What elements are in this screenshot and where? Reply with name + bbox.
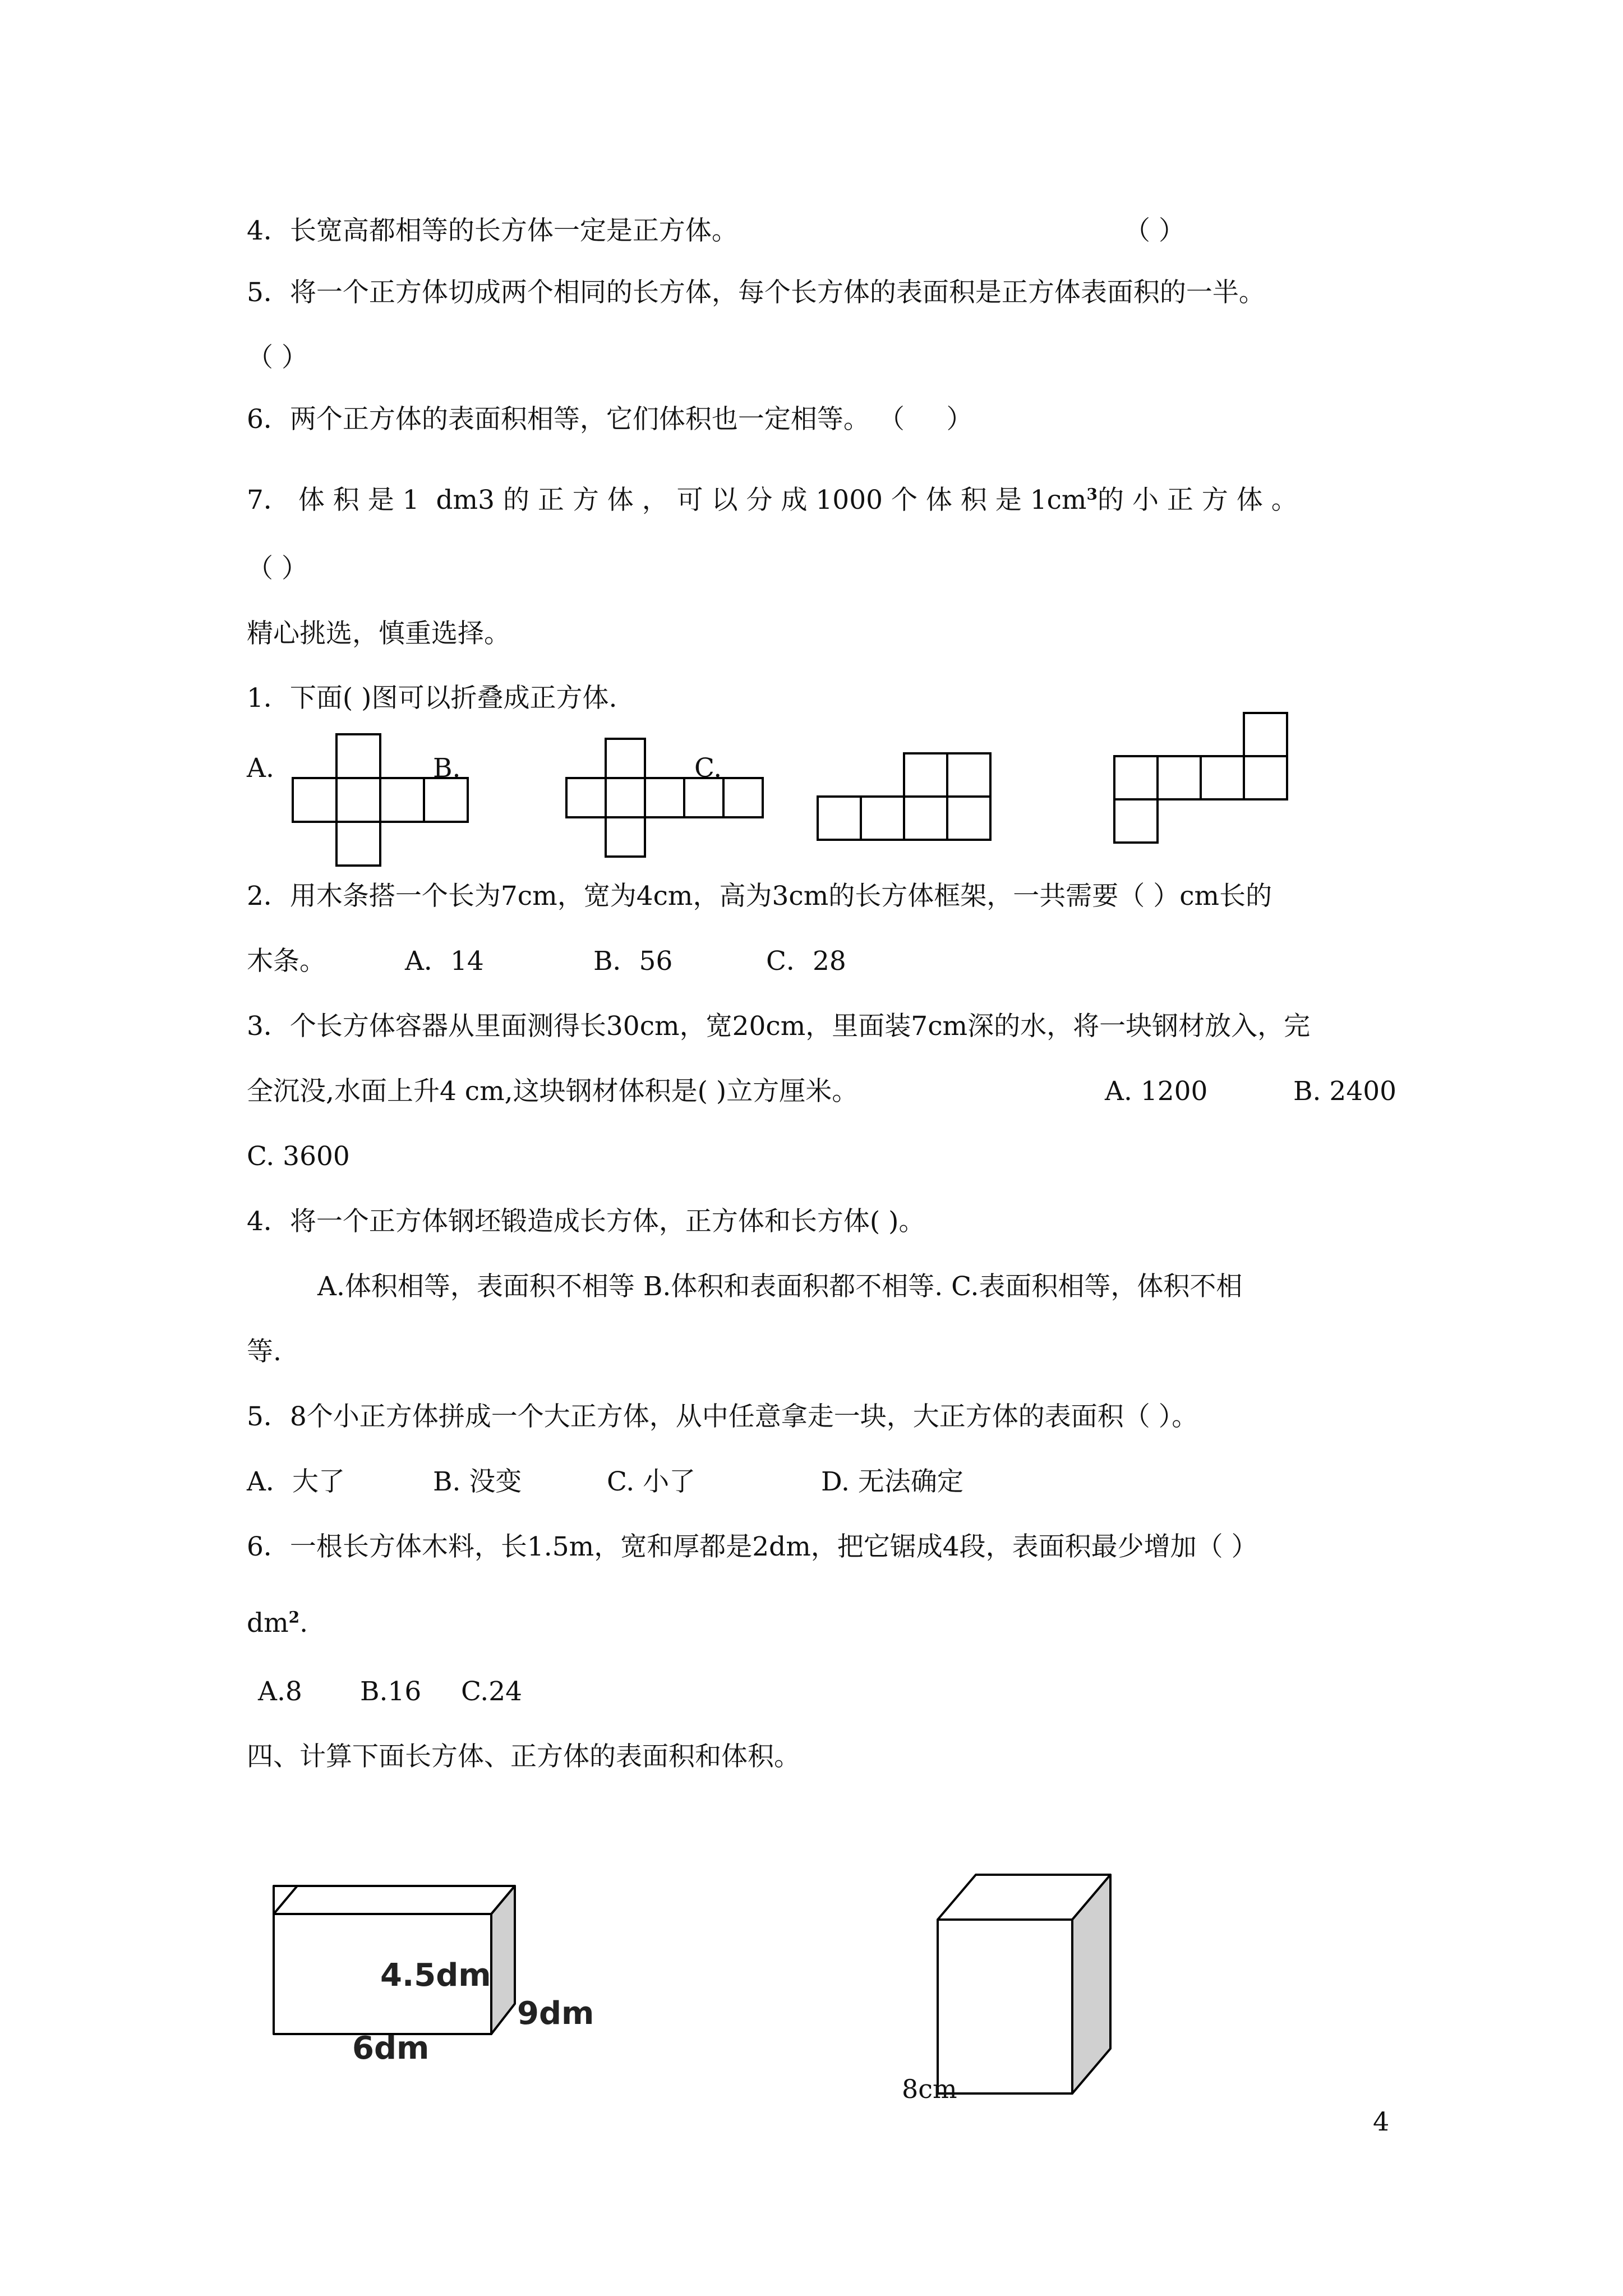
judge-5-paren[interactable]: （ ）: [247, 342, 308, 373]
q4-options[interactable]: A.体积相等，表面积不相等 B.体积和表面积都不相等. C.表面积相等，体积不相: [317, 1271, 1243, 1302]
judge-7-paren[interactable]: （ ）: [247, 553, 308, 584]
q1-option-b[interactable]: B.: [433, 753, 461, 784]
cube-drawing: [938, 1875, 1110, 2093]
q6-option-a[interactable]: A.8: [258, 1676, 302, 1707]
q2-option-a[interactable]: A．14: [405, 946, 484, 977]
q4-text: 4．将一个正方体钢坯锻造成长方体，正方体和长方体( )。: [247, 1206, 925, 1237]
judge-6-paren[interactable]: （ ）: [878, 404, 973, 435]
q5-option-c[interactable]: C. 小了: [607, 1466, 696, 1497]
solids-figure: [0, 1851, 1623, 2120]
cube-nets-figure: [0, 0, 1623, 898]
cuboid-width-label: 9dm: [517, 1995, 594, 2032]
cube-edge-label: 8cm: [902, 2074, 957, 2104]
net-d: [1114, 713, 1287, 843]
q3-option-c[interactable]: C. 3600: [247, 1141, 350, 1172]
q3-option-b[interactable]: B. 2400: [1293, 1076, 1397, 1107]
q2-line2-prefix: 木条。: [247, 946, 326, 977]
q3-option-a[interactable]: A. 1200: [1105, 1076, 1208, 1107]
section4-title: 四、计算下面长方体、正方体的表面积和体积。: [247, 1741, 800, 1772]
q5-option-d[interactable]: D. 无法确定: [821, 1466, 963, 1497]
judge-7-text-a: 7． 体 积 是 1 dm3 的 正 方 体 ， 可 以 分 成 1000 个 体 积 是 1cm: [247, 485, 1087, 516]
net-b: [566, 739, 763, 857]
cuboid-height-label: 4.5dm: [380, 1957, 491, 1994]
q1-option-a[interactable]: A.: [247, 753, 274, 784]
section3-title: 精心挑选，慎重选择。: [247, 618, 510, 649]
q6-unit: dm: [247, 1608, 289, 1639]
judge-4-paren[interactable]: （ ）: [1124, 215, 1185, 246]
page-number: 4: [1373, 2106, 1390, 2137]
q6-unit-line: [247, 1607, 308, 1640]
judge-4-text: 4．长宽高都相等的长方体一定是正方体。: [247, 215, 738, 246]
q6-option-b[interactable]: B.16: [360, 1676, 422, 1707]
net-a: [293, 734, 468, 866]
net-c: [818, 753, 990, 840]
judge-6-text: 6．两个正方体的表面积相等，它们体积也一定相等。: [247, 404, 870, 435]
q6-unit-sup: 2: [288, 1608, 300, 1627]
q2-line1: 2．用木条搭一个长为7cm，宽为4cm，高为3cm的长方体框架，一共需要（ ）cm长的: [247, 881, 1272, 912]
q2-option-c[interactable]: C．28: [766, 946, 846, 977]
judge-7-sup: 3: [1086, 485, 1098, 504]
q5-option-b[interactable]: B. 没变: [433, 1466, 522, 1497]
q5-text: 5．8个小正方体拼成一个大正方体，从中任意拿走一块，大正方体的表面积（ ）。: [247, 1401, 1198, 1432]
q6-line1: 6．一根长方体木料，长1.5m，宽和厚都是2dm，把它锯成4段，表面积最少增加（ ）: [247, 1531, 1258, 1562]
judge-7-text-b: 的 小 正 方 体 。: [1098, 485, 1298, 516]
q1-text: 1．下面( )图可以折叠成正方体.: [247, 683, 617, 714]
judge-5-text: 5．将一个正方体切成两个相同的长方体，每个长方体的表面积是正方体表面积的一半。: [247, 277, 1265, 308]
q6-option-c[interactable]: C.24: [461, 1676, 523, 1707]
q6-unit-tail: .: [299, 1608, 308, 1639]
q4-options-tail: 等.: [247, 1336, 282, 1367]
q3-line1: 3．个长方体容器从里面测得长30cm，宽20cm，里面装7cm深的水，将一块钢材放入，完: [247, 1011, 1311, 1042]
q1-option-c[interactable]: C.: [694, 753, 722, 784]
q2-option-b[interactable]: B．56: [593, 946, 673, 977]
q3-line2-prefix: 全沉没,水面上升4 cm,这块钢材体积是( )立方厘米。: [247, 1076, 859, 1107]
q5-option-a[interactable]: A．大了: [247, 1466, 345, 1497]
cuboid-length-label: 6dm: [352, 2030, 430, 2067]
